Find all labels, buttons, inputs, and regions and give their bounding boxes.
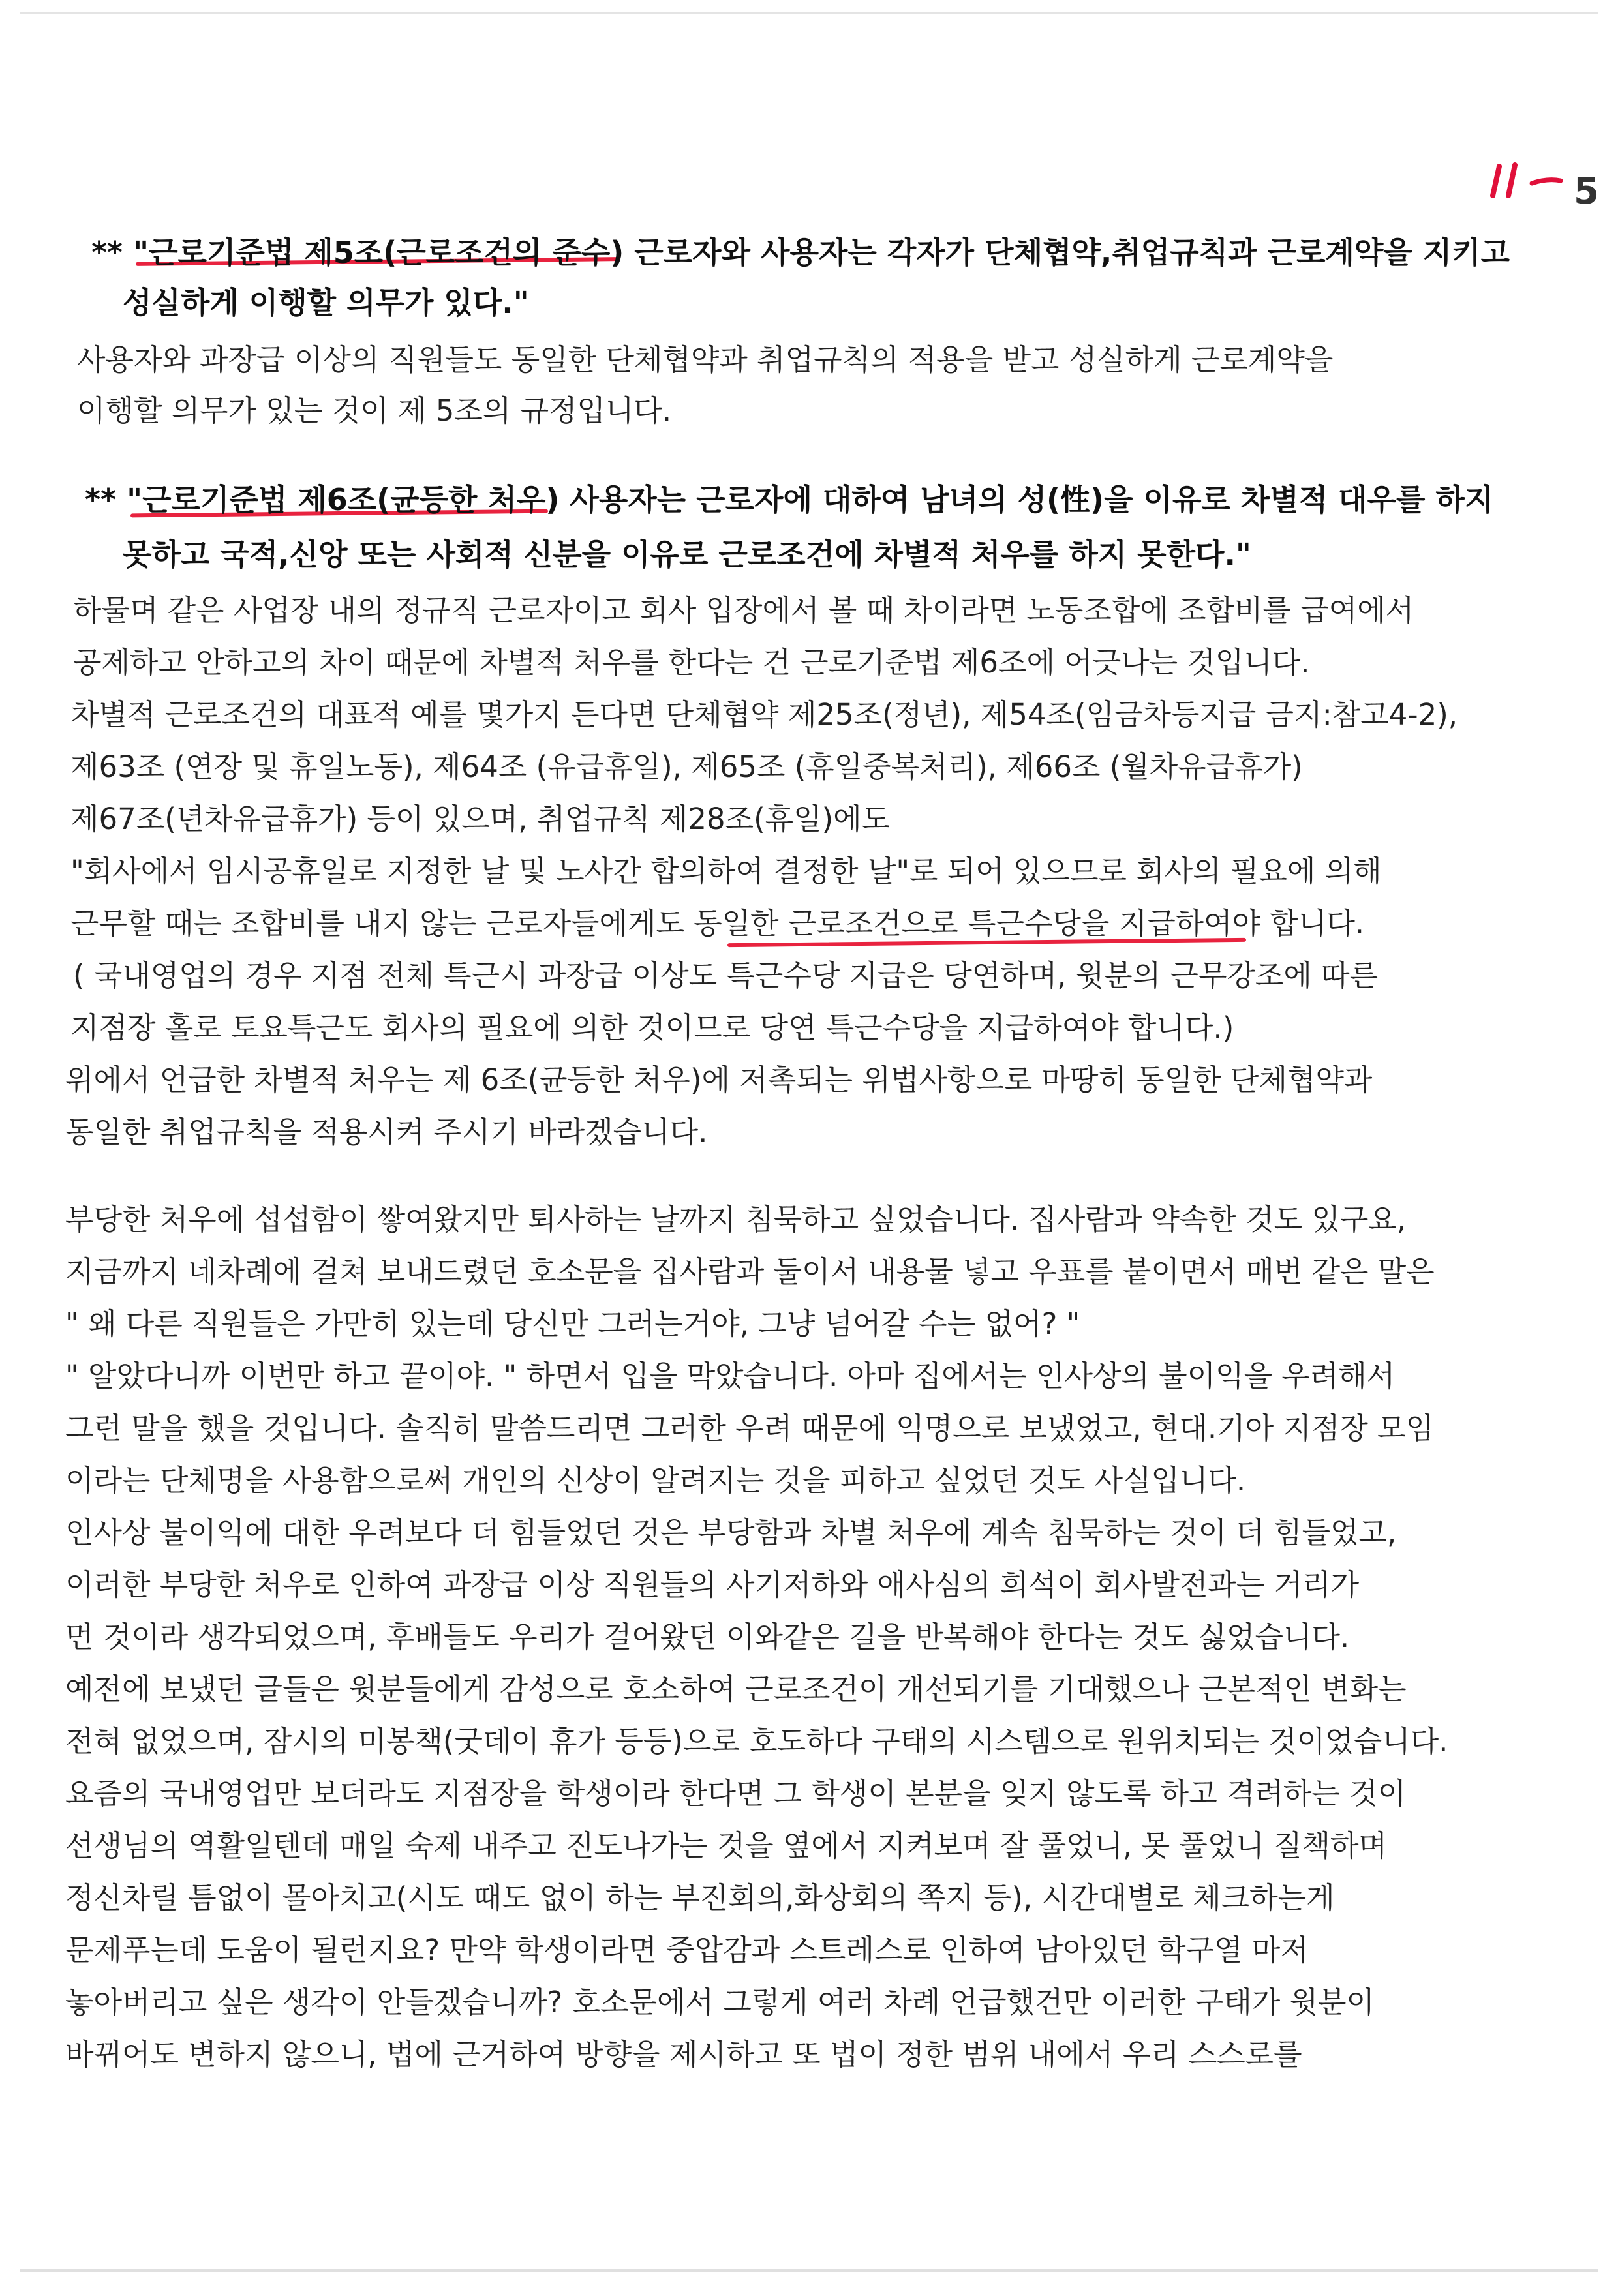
scan-bottom-edge [20,2269,1598,2272]
article6-body-line: 차별적 근로조건의 대표적 예를 몇가지 든다면 단체협약 제25조(정년), 제54조(임금차등지급 금지:참고4-2), [70,697,1458,732]
closing-line: 놓아버리고 싶은 생각이 안들겠습니까? 호소문에서 그렇게 여러 차례 언급했건만 이러한 구태가 윗분이 [65,1985,1375,2019]
article6-body-line: 지점장 홀로 토요특근도 회사의 필요에 의한 것이므로 당연 특근수당을 지급하여야 합니다.) [70,1010,1234,1045]
closing-line: 예전에 보냈던 글들은 윗분들에게 감성으로 호소하여 근로조건이 개선되기를 기대했으나 근본적인 변화는 [65,1672,1407,1706]
closing-line: 지금까지 네차례에 걸쳐 보내드렸던 호소문을 집사람과 둘이서 내용물 넣고 우표를 붙이면서 매번 같은 말은 [65,1254,1435,1289]
closing-line: 바뀌어도 변하지 않으니, 법에 근거하여 방향을 제시하고 또 법이 정한 범위 내에서 우리 스스로를 [65,2037,1302,2072]
article6-body-line: 제67조(년차유급휴가) 등이 있으며, 취업규칙 제28조(휴일)에도 [70,802,891,836]
article6-quote-line: 못하고 국적,신앙 또는 사회적 신분을 이유로 근로조건에 차별적 처우를 하지 못한다." [123,537,1251,572]
article5-quote-line: 성실하게 이행할 의무가 있다." [123,285,529,320]
closing-line: 인사상 불이익에 대한 우려보다 더 힘들었던 것은 부당함과 차별 처우에 계속 침묵하는 것이 더 힘들었고, [65,1515,1397,1550]
article6-quote-line: ** "근로기준법 제6조(균등한 처우) 사용자는 근로자에 대하여 남녀의 성(性)을 이유로 차별적 대우를 하지 [85,482,1494,517]
closing-line: 선생님의 역활일텐데 매일 숙제 내주고 진도나가는 것을 옆에서 지켜보며 잘 풀었니, 못 풀었니 질책하며 [65,1828,1388,1863]
article6-body-line: 하물며 같은 사업장 내의 정규직 근로자이고 회사 입장에서 볼 때 차이라면 노동조합에 조합비를 급여에서 [73,593,1414,627]
page-number: 5 [1574,170,1599,213]
handwritten-mark-icon [1488,160,1569,205]
article6-body-line: "회사에서 임시공휴일로 지정한 날 및 노사간 합의하여 결정한 날"로 되어 있으므로 회사의 필요에 의해 [70,854,1382,888]
closing-line: 이러한 부당한 처우로 인하여 과장급 이상 직원들의 사기저하와 애사심의 희석이 회사발전과는 거리가 [65,1567,1360,1602]
closing-line: " 알았다니까 이번만 하고 끝이야. " 하면서 입을 막았습니다. 아마 집에서는 인사상의 불이익을 우려해서 [65,1359,1396,1393]
closing-line: 그런 말을 했을 것입니다. 솔직히 말씀드리면 그러한 우려 때문에 익명으로 보냈었고, 현대.기아 지점장 모임 [65,1411,1435,1445]
scan-top-edge [20,12,1598,14]
article6-body-line: ( 국내영업의 경우 지점 전체 특근시 과장급 이상도 특근수당 지급은 당연하며, 윗분의 근무강조에 따른 [73,958,1379,993]
article5-body-line: 이행할 의무가 있는 것이 제 5조의 규정입니다. [77,393,672,428]
closing-line: " 왜 다른 직원들은 가만히 있는데 당신만 그러는거야, 그냥 넘어갈 수는 없어? " [65,1307,1080,1341]
closing-line: 요즘의 국내영업만 보더라도 지점장을 학생이라 한다면 그 학생이 본분을 잊지 않도록 하고 격려하는 것이 [65,1776,1407,1811]
closing-line: 정신차릴 틈없이 몰아치고(시도 때도 없이 하는 부진회의,화상회의 쪽지 등), 시간대별로 체크하는게 [65,1881,1335,1915]
page-number-mark [1488,160,1598,212]
closing-line: 먼 것이라 생각되었으며, 후배들도 우리가 걸어왔던 이와같은 길을 반복해야 한다는 것도 싫었습니다. [65,1620,1350,1654]
article5-body-line: 사용자와 과장급 이상의 직원들도 동일한 단체협약과 취업규칙의 적용을 받고 성실하게 근로계약을 [77,342,1334,377]
article6-body-line: 동일한 취업규칙을 적용시켜 주시기 바라겠습니다. [65,1115,708,1149]
article6-body-line: 위에서 언급한 차별적 처우는 제 6조(균등한 처우)에 저촉되는 위법사항으로 마땅히 동일한 단체협약과 [65,1063,1373,1097]
article5-quote-line: ** "근로기준법 제5조(근로조건의 준수) 근로자와 사용자는 각자가 단체협약,취업규칙과 근로계약을 지키고 [91,235,1510,270]
closing-line: 문제푸는데 도움이 될런지요? 만약 학생이라면 중압감과 스트레스로 인하여 남아있던 학구열 마저 [65,1933,1309,1967]
closing-line: 부당한 처우에 섭섭함이 쌓여왔지만 퇴사하는 날까지 침묵하고 싶었습니다. 집사람과 약속한 것도 있구요, [65,1202,1407,1237]
closing-line: 전혀 없었으며, 잠시의 미봉책(굿데이 휴가 등등)으로 호도하다 구태의 시스템으로 원위치되는 것이었습니다. [65,1724,1448,1759]
article6-body-line: 근무할 때는 조합비를 내지 않는 근로자들에게도 동일한 근로조건으로 특근수당을 지급하여야 합니다. [70,906,1365,941]
article6-body-line: 공제하고 안하고의 차이 때문에 차별적 처우를 한다는 건 근로기준법 제6조에 어긋나는 것입니다. [73,645,1310,680]
closing-line: 이라는 단체명을 사용함으로써 개인의 신상이 알려지는 것을 피하고 싶었던 것도 사실입니다. [65,1463,1246,1498]
article6-body-line: 제63조 (연장 및 휴일노동), 제64조 (유급휴일), 제65조 (휴일중복처리), 제66조 (월차유급휴가) [70,749,1303,784]
